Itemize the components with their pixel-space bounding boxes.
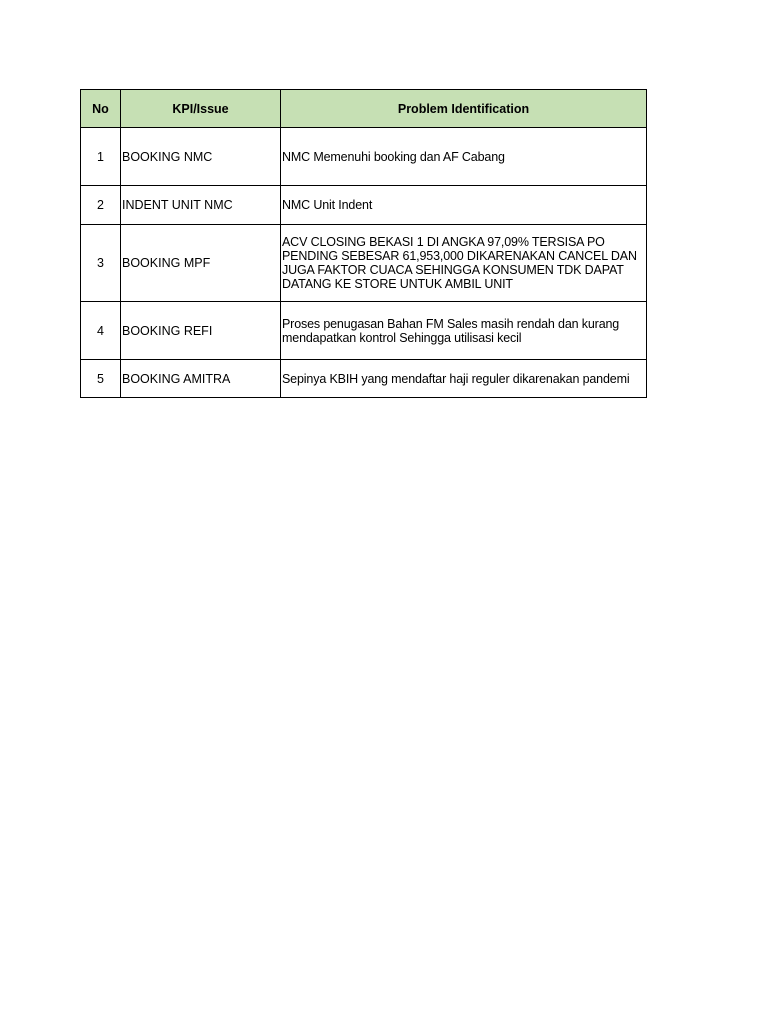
row-number: 2: [81, 186, 121, 225]
header-kpi-issue: KPI/Issue: [121, 90, 281, 128]
row-number: 4: [81, 302, 121, 360]
table-row: [81, 302, 647, 360]
row-kpi-issue: BOOKING REFI: [121, 302, 281, 360]
row-number: 1: [81, 128, 121, 186]
row-number: 5: [81, 360, 121, 398]
spreadsheet-page: [80, 89, 647, 398]
row-problem-identification: NMC Memenuhi booking dan AF Cabang: [281, 128, 647, 186]
table-row: [81, 128, 647, 186]
row-problem-identification: Proses penugasan Bahan FM Sales masih rendah dan kurang mendapatkan kontrol Sehingga utilisasi kecil: [281, 302, 647, 360]
table-row: [81, 225, 647, 302]
table-header-row: [81, 90, 647, 128]
row-kpi-issue: BOOKING NMC: [121, 128, 281, 186]
row-problem-identification: ACV CLOSING BEKASI 1 DI ANGKA 97,09% TERSISA PO PENDING SEBESAR 61,953,000 DIKARENAKAN CANCEL DAN JUGA FAKTOR CUACA SEHINGGA KONSUMEN TDK DAPAT DATANG KE STORE UNTUK AMBIL UNIT: [281, 225, 647, 302]
table-row: [81, 360, 647, 398]
row-problem-identification: Sepinya KBIH yang mendaftar haji reguler dikarenakan pandemi: [281, 360, 647, 398]
row-kpi-issue: BOOKING MPF: [121, 225, 281, 302]
row-number: 3: [81, 225, 121, 302]
header-no: No: [81, 90, 121, 128]
table-row: [81, 186, 647, 225]
row-kpi-issue: INDENT UNIT NMC: [121, 186, 281, 225]
header-problem-identification: Problem Identification: [281, 90, 647, 128]
row-problem-identification: NMC Unit Indent: [281, 186, 647, 225]
row-kpi-issue: BOOKING AMITRA: [121, 360, 281, 398]
kpi-problem-table: [80, 89, 647, 398]
